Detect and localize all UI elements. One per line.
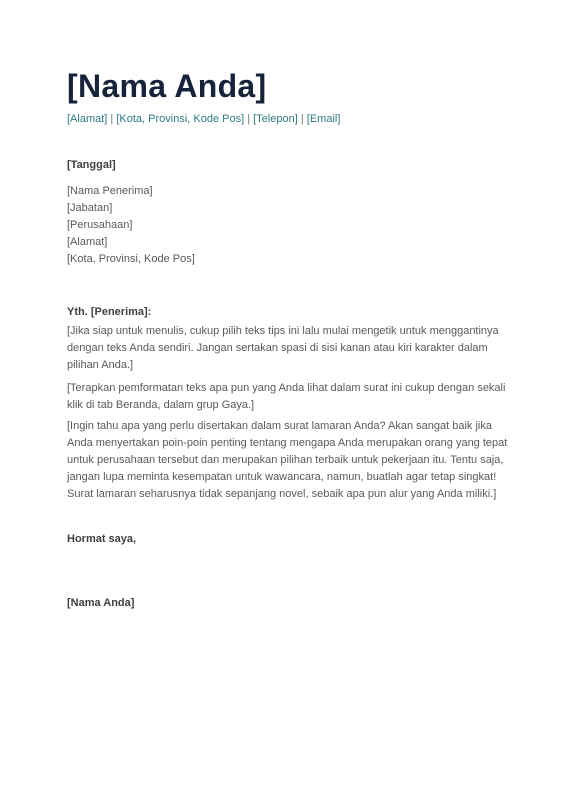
- contact-separator: |: [244, 113, 254, 125]
- contact-city[interactable]: [Kota, Provinsi, Kode Pos]: [116, 113, 245, 125]
- closing[interactable]: Hormat saya,: [67, 533, 137, 545]
- signature-name[interactable]: [Nama Anda]: [67, 597, 135, 609]
- contact-phone[interactable]: [Telepon]: [253, 113, 298, 125]
- letter-date[interactable]: [Tanggal]: [67, 159, 116, 171]
- salutation[interactable]: Yth. [Penerima]:: [67, 306, 152, 318]
- contact-address[interactable]: [Alamat]: [67, 113, 108, 125]
- body-paragraph-2[interactable]: [67, 380, 506, 414]
- contact-email[interactable]: [Email]: [306, 113, 341, 125]
- paragraph-line: [Ingin tahu apa yang perlu disertakan dalam surat lamaran Anda? Akan sangat baik jika: [67, 420, 492, 432]
- recipient-city[interactable]: [Kota, Provinsi, Kode Pos]: [67, 253, 195, 265]
- recipient-block: [67, 183, 195, 268]
- paragraph-line: Surat lamaran seharusnya tidak sepanjang novel, sebaik apa pun alur yang Anda miliki.]: [67, 488, 497, 500]
- body-paragraph-1[interactable]: [67, 323, 499, 374]
- contact-separator: |: [107, 113, 117, 125]
- contact-line: [67, 112, 340, 126]
- paragraph-line: untuk perusahaan tersebut dan merupakan pilihan terbaik untuk pekerjaan itu. Tentu saja,: [67, 454, 504, 466]
- recipient-company[interactable]: [Perusahaan]: [67, 219, 133, 231]
- recipient-name[interactable]: [Nama Penerima]: [67, 185, 153, 197]
- contact-separator: |: [297, 113, 307, 125]
- paragraph-line: [Terapkan pemformatan teks apa pun yang Anda lihat dalam surat ini cukup dengan sekali: [67, 382, 506, 394]
- body-paragraph-3[interactable]: [67, 418, 508, 503]
- paragraph-line: Anda menyertakan poin-poin penting tentang mengapa Anda merupakan orang yang tepat: [67, 437, 508, 449]
- paragraph-line: jangan lupa meminta kesempatan untuk wawancara, namun, buatlah agar tetap singkat!: [67, 471, 497, 483]
- sender-name[interactable]: [Nama Anda]: [67, 68, 267, 104]
- paragraph-line: klik di tab Beranda, dalam grup Gaya.]: [67, 399, 255, 411]
- paragraph-line: dengan teks Anda sendiri. Jangan sertakan spasi di sisi kanan atau kiri karakter dalam: [67, 342, 488, 354]
- recipient-address[interactable]: [Alamat]: [67, 236, 108, 248]
- recipient-title[interactable]: [Jabatan]: [67, 202, 113, 214]
- paragraph-line: pilihan Anda.]: [67, 359, 134, 371]
- paragraph-line: [Jika siap untuk menulis, cukup pilih teks tips ini lalu mulai mengetik untuk menggantinya: [67, 325, 499, 337]
